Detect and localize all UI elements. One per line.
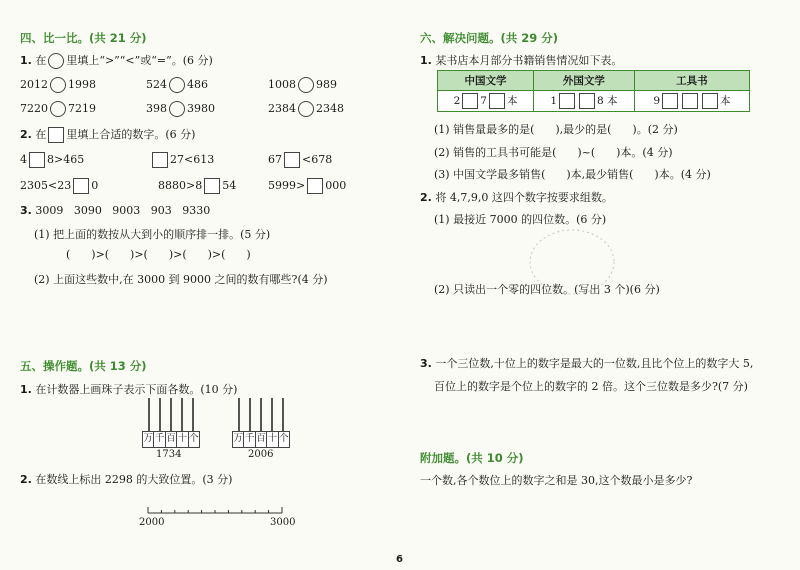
compare-row-1c <box>268 77 337 93</box>
answer-circle[interactable] <box>298 77 314 93</box>
unit: 本 <box>506 95 518 107</box>
q-text: 将 4,7,9,0 这四个数字按要求组数。 <box>435 191 613 204</box>
q6-2-instruction <box>420 189 613 205</box>
place-label: 百 <box>256 432 267 447</box>
q-number: 2. <box>20 128 32 141</box>
number: 54 <box>222 179 237 192</box>
answer-circle[interactable] <box>298 101 314 117</box>
answer-box[interactable] <box>579 93 595 109</box>
abacus-value: 2006 <box>248 449 274 460</box>
watermark-stamp <box>520 222 625 302</box>
q-text: 里填上“>”“<”或“=”。(6 分) <box>66 54 213 67</box>
box-icon <box>48 127 64 143</box>
number: 2305<23 <box>20 179 72 192</box>
page-number: 6 <box>396 554 403 565</box>
number: 000 <box>325 179 347 192</box>
digit: 2 <box>453 95 461 107</box>
number: 1008 <box>268 78 296 91</box>
place-label: 个 <box>189 433 199 444</box>
order-blanks[interactable]: ( )>( )>( )>( )>( ) <box>66 248 251 261</box>
q6-1-3: (3) 中国文学最多销售( )本,最少销售( )本。(4 分) <box>434 168 711 181</box>
place-label: 万 <box>143 432 154 447</box>
unit: 8 本 <box>597 95 618 107</box>
compare-circle-icon <box>48 53 64 69</box>
number: 2012 <box>20 78 48 91</box>
q-number: 2. <box>20 473 32 486</box>
table-cell <box>634 91 749 112</box>
number: 7220 <box>20 102 48 115</box>
number: 67 <box>268 153 282 166</box>
answer-box[interactable] <box>29 152 45 168</box>
q5-2-instruction <box>20 471 232 487</box>
extra-text: 一个数,各个数位上的数字之和是 30,这个数最小是多少? <box>420 474 693 487</box>
q-number: 3. <box>420 357 432 370</box>
fill-row-2a <box>20 178 98 194</box>
number: 398 <box>146 102 167 115</box>
q-number: 1. <box>20 54 32 67</box>
answer-box[interactable] <box>204 178 220 194</box>
number: 4 <box>20 153 27 166</box>
q6-2-2: (2) 只读出一个零的四位数。(写出 3 个)(6 分) <box>434 283 660 296</box>
answer-box[interactable] <box>662 93 678 109</box>
place-label: 十 <box>267 432 278 447</box>
section-6-title: 六、解决问题。(共 29 分) <box>420 31 559 45</box>
answer-box[interactable] <box>489 93 505 109</box>
q4-2-instruction <box>20 126 195 143</box>
q-text: 某书店本月部分书籍销售情况如下表。 <box>435 54 623 67</box>
q6-2-1: (1) 最接近 7000 的四位数。(6 分) <box>434 213 607 226</box>
number: 27<613 <box>170 153 215 166</box>
number: 0 <box>91 179 99 192</box>
number: 3980 <box>187 102 215 115</box>
number: 7219 <box>68 102 96 115</box>
place-label: 个 <box>279 433 289 444</box>
q6-1-instruction <box>420 52 622 68</box>
table-header: 工具书 <box>634 71 749 91</box>
digit: 1 <box>550 95 557 107</box>
q6-1-2: (2) 销售的工具书可能是( )~( )本。(4 分) <box>434 146 673 159</box>
q-number: 3. <box>20 204 32 217</box>
compare-row-2 <box>20 101 96 117</box>
number: 989 <box>316 78 337 91</box>
table-header: 外国文学 <box>534 71 635 91</box>
answer-box[interactable] <box>462 93 478 109</box>
q-text: 里填上合适的数字。(6 分) <box>66 128 196 141</box>
number: <678 <box>302 153 333 166</box>
digit: 7 <box>480 95 487 107</box>
fill-row-1b <box>150 152 214 168</box>
number-line-end: 3000 <box>270 517 296 528</box>
q4-1-instruction <box>20 52 213 69</box>
q-text: 在数线上标出 2298 的大致位置。(3 分) <box>35 473 233 486</box>
place-label: 千 <box>244 432 255 447</box>
answer-box[interactable] <box>73 178 89 194</box>
answer-box[interactable] <box>702 93 718 109</box>
q6-1-1: (1) 销售量最多的是( ),最少的是( )。(2 分) <box>434 123 678 136</box>
number: 8880>8 <box>158 179 203 192</box>
q-text: 在计数器上画珠子表示下面各数。(10 分) <box>35 383 238 396</box>
table-cell <box>438 91 534 112</box>
q6-3-line2: 百位上的数字是个位上的数字的 2 倍。这个三位数是多少?(7 分) <box>434 380 748 393</box>
compare-row-1 <box>20 77 96 93</box>
q4-3-2: (2) 上面这些数中,在 3000 到 9000 之间的数有哪些?(4 分) <box>34 273 328 286</box>
number-list: 3009 3090 9003 903 9330 <box>35 204 211 217</box>
q5-1-instruction <box>20 381 237 397</box>
answer-circle[interactable] <box>50 77 66 93</box>
answer-circle[interactable] <box>50 101 66 117</box>
answer-box[interactable] <box>307 178 323 194</box>
answer-box[interactable] <box>682 93 698 109</box>
compare-row-1b <box>146 77 208 93</box>
number: 8>465 <box>47 153 85 166</box>
place-label: 百 <box>166 432 177 447</box>
q-number: 2. <box>420 191 432 204</box>
fill-row-2c <box>268 178 346 194</box>
number: 2384 <box>268 102 296 115</box>
digit: 9 <box>653 95 661 107</box>
section-5-title: 五、操作题。(共 13 分) <box>20 359 147 373</box>
table-header: 中国文学 <box>438 71 534 91</box>
compare-row-2c <box>268 101 344 117</box>
fill-row-1c <box>268 152 332 168</box>
section-4-title: 四、比一比。(共 21 分) <box>20 31 147 45</box>
number: 1998 <box>68 78 96 91</box>
extra-title: 附加题。(共 10 分) <box>420 451 524 465</box>
number: 524 <box>146 78 167 91</box>
place-label: 万 <box>233 432 244 447</box>
answer-box[interactable] <box>152 152 168 168</box>
q-text: 在 <box>35 128 47 141</box>
q-number: 1. <box>420 54 432 67</box>
q-text: 在 <box>35 54 47 67</box>
answer-circle[interactable] <box>169 77 185 93</box>
number: 5999> <box>268 179 306 192</box>
compare-row-2b <box>146 101 215 117</box>
place-label: 千 <box>154 432 165 447</box>
unit: 本 <box>720 95 731 107</box>
q-number: 1. <box>20 383 32 396</box>
q-text: 一个三位数,十位上的数字是最大的一位数,且比个位上的数字大 5, <box>435 357 754 370</box>
sales-table <box>437 70 750 112</box>
abacus-value: 1734 <box>156 449 182 460</box>
place-label: 十 <box>177 432 188 447</box>
q4-3-numbers <box>20 204 210 217</box>
table-cell <box>534 91 635 112</box>
number: 486 <box>187 78 208 91</box>
answer-circle[interactable] <box>169 101 185 117</box>
answer-box[interactable] <box>559 93 575 109</box>
number: 2348 <box>316 102 344 115</box>
q4-3-1: (1) 把上面的数按从大到小的顺序排一排。(5 分) <box>34 228 271 241</box>
q6-3-line1 <box>420 355 753 371</box>
number-line-start: 2000 <box>139 517 165 528</box>
fill-row-1a <box>20 152 84 168</box>
fill-row-2b <box>158 178 236 194</box>
answer-box[interactable] <box>284 152 300 168</box>
